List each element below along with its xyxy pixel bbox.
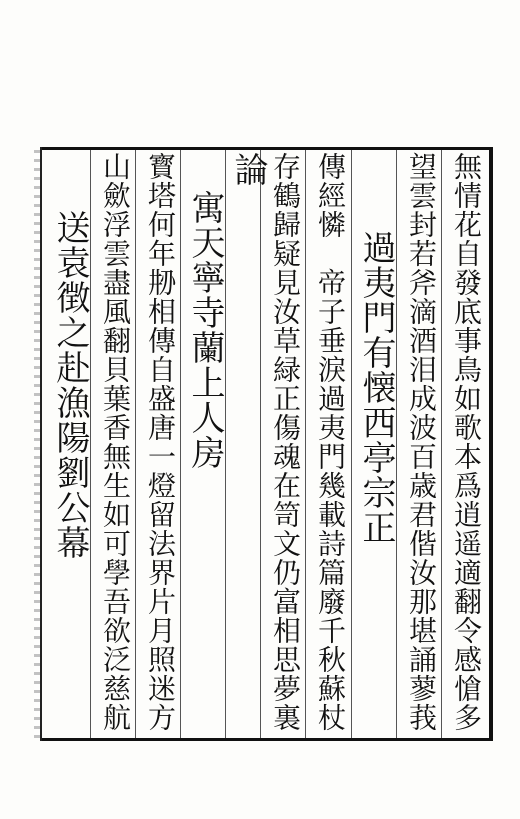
column-rule bbox=[396, 150, 397, 738]
column-rule bbox=[180, 150, 181, 738]
column-rule bbox=[225, 150, 226, 738]
frame-right-border bbox=[489, 147, 493, 741]
column-rule bbox=[135, 150, 136, 738]
column-rule bbox=[260, 150, 261, 738]
text-column-2: 望雲封若斧滴酒泪成波百歳君偕汝那堪誦蓼莪 bbox=[405, 152, 438, 732]
text-column-9: 山歛浮雲盡風翻貝葉香無生如可學吾欲泛慈航 bbox=[99, 152, 132, 732]
poem-title-2: 寓天寧寺蘭上人房 bbox=[185, 190, 225, 470]
binding-margin bbox=[34, 150, 40, 738]
text-column-5: 存鶴歸疑見汝草緑正傷魂在笥文仍富相思夢裏 bbox=[269, 152, 302, 732]
text-column-1: 無情花自發底事鳥如歌本爲逍遥適翻令感愴多 bbox=[450, 152, 483, 732]
text-column-6: 論 bbox=[228, 152, 268, 187]
frame-left-border bbox=[40, 147, 42, 741]
poem-title-1: 過夷門有懐西亭宗正 bbox=[356, 230, 396, 545]
poem-title-3: 送袁徴之赴漁陽劉公幕 bbox=[50, 210, 90, 560]
column-rule bbox=[305, 150, 306, 738]
column-rule bbox=[90, 150, 91, 738]
column-rule bbox=[351, 150, 352, 738]
text-column-4: 傳經憐 帝子垂淚過夷門幾載詩篇廢千秋蘇杖 bbox=[314, 152, 347, 732]
text-column-8: 寳塔何年刱相傳自盛唐一燈留法界片月照迷方 bbox=[144, 152, 177, 732]
frame-bottom-border bbox=[40, 738, 492, 741]
frame-top-border bbox=[40, 147, 492, 150]
column-rule bbox=[441, 150, 442, 738]
